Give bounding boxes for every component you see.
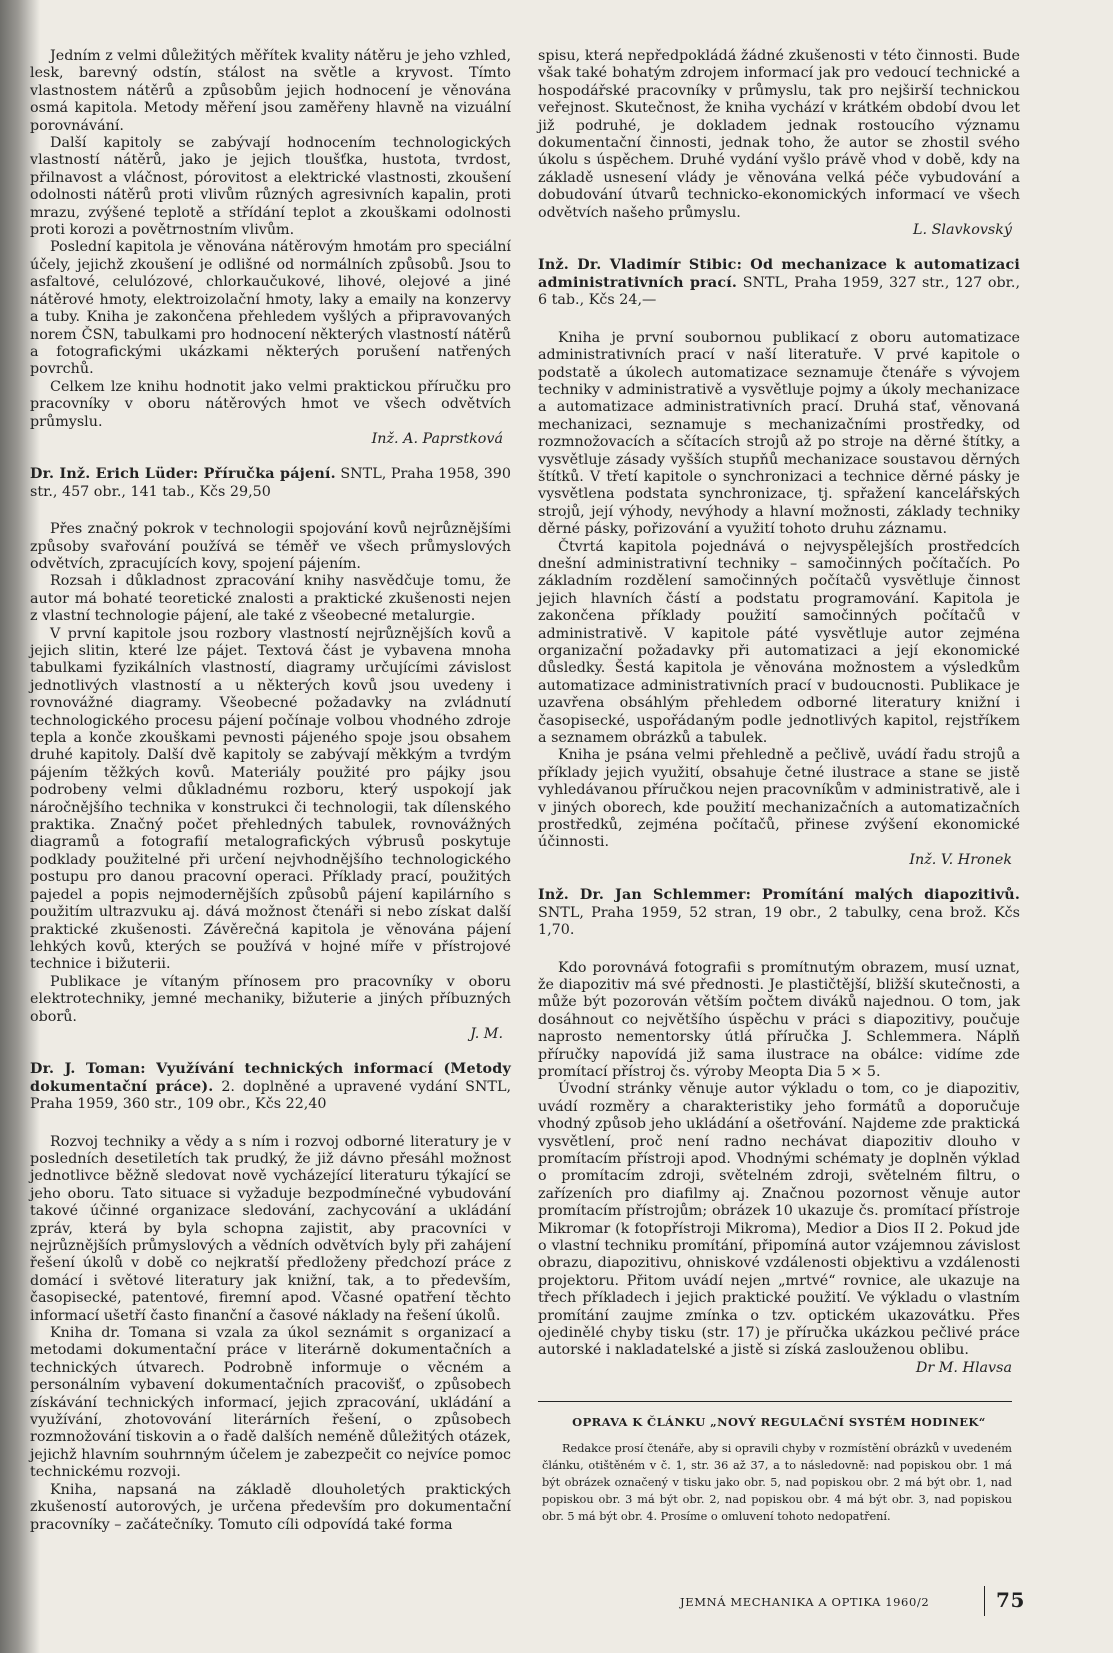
paragraph: Kniha, napsaná na základě dlouholetých praktických zkušeností autorových, je určena především pro dokumentační pracovníky – začátečníky. Tomuto cíli odpovídá také forma — [30, 1481, 511, 1533]
book-reference — [30, 466, 511, 501]
paragraph: spisu, která nepředpokládá žádné zkušenosti v této činnosti. Bude však také bohatým zdrojem informací jak pro vedoucí technické a hospodářské pracovníky v průmyslu, tak pro nejširší technickou veřejnost. Skutečnost, že kniha vychází v krátkém období dvou let již podruhé, je dokladem jednak rostoucího významu dokumentační činnosti, jednak toho, že autor se zhostil svého úkolu s úspěchem. Druhé vydání vyšlo právě vhod v době, kdy na základě usnesení vlády je věnována velká péče vybudování a dobudování útvarů technicko-ekonomických informací ve všech odvětvích našeho průmyslu. — [538, 48, 1020, 221]
reviewer-signature: Inž. V. Hronek — [909, 851, 1012, 868]
paragraph: Celkem lze knihu hodnotit jako velmi praktickou příručku pro pracovníky v oboru nátěrových hmot ve všech odvětvích průmyslu. — [30, 378, 511, 430]
paragraph: Rozsah i důkladnost zpracování knihy nasvědčuje tomu, že autor má bohaté teoretické znalosti a praktické zkušenosti nejen z vlastní technologie pájení, ale také z všeobecné metalurgie. — [30, 573, 511, 625]
paragraph: Publikace je vítaným přínosem pro pracovníky v oboru elektrotechniky, jemné mechaniky, bižuterie a jiných příbuzných oborů. — [30, 973, 511, 1025]
paragraph: Úvodní stránky věnuje autor výkladu o tom, co je diapozitiv, uvádí rozměry a charakteristiky jeho formátů a doporučuje vhodný způsob jeho ukládání a ošetřování. Najdeme zde praktická vysvětlení, proč není radno nechávat diapozitiv dlouho v promítacím přístroji apod. Vhodnými schématy je doplněn výklad o promítacím zdroji, světelném zdroji, světelném filtru, o zařízeních pro diafilmy aj. Značnou pozornost věnuje autor promítacím přístrojům; obrázek 10 ukazuje čs. promítací přístroje Mikromar (k fotopřístroji Mikroma), Medior a Dios II 2. Pokud jde o vlastní techniku promítání, připomíná autor vzájemnou závislost obrazu, diapozitivu, ohniskové vzdálenosti objektivu a vzdálenosti projektoru. Přitom uvádí nejen „mrtvé“ rovnice, ale ukazuje na třech příkladech i jejich praktické použití. Ve výkladu o vlastním promítání zaujme zmínka o tzv. optickém ukazovátku. Přes ojedinělé chyby tisku (str. 17) je příručka ukázkou pečlivé práce autorské i nakladatelské a jistě si získá zaslouženou oblibu. — [538, 1081, 1020, 1359]
reviewer-signature: L. Slavkovský — [913, 222, 1012, 239]
paragraph: Kniha dr. Tomana si vzala za úkol seznámit s organizací a metodami dokumentační práce v literárně dokumentačních a technických útvarech. Podrobně informuje o věcném a personálním vybavení dokumentačních pracovišť, o způsobech získávání technických informací, jejich zpracování, ukládání a využívání, zhotovování literárních řešení, o způsobech rozmnožování tiskovin a o řadě dalších neméně důležitých otázek, jejichž hlavním souhrnným účelem je zabezpečit co nejvíce pomoc technickému rozvoji. — [30, 1325, 511, 1481]
page-number: 75 — [996, 1588, 1026, 1612]
section-divider — [538, 1401, 1012, 1402]
book-reference-title: Dr. J. Toman: Využívání technických informací (Metody dokumentační práce). — [30, 1061, 511, 1095]
paragraph: Kdo porovnává fotografii s promítnutým obrazem, musí uznat, že diapozitiv má své přednosti. Je plastičtější, bližší skutečnosti, a může být pozorován větším počtem diváků najednou. O tom, jak dosáhnout co největšího úspěchu v práci s diapozitivy, poučuje naprosto nementorsky útlá příručka J. Schlemmera. Náplň příručky napovídá již sama ilustrace na obálce: vidíme zde promítací přístroj čs. výroby Meopta Dia 5 × 5. — [538, 959, 1020, 1080]
reviewer-signature: J. M. — [470, 1025, 503, 1042]
correction-notice-title: OPRAVA K ČLÁNKU „NOVÝ REGULAČNÍ SYSTÉM HODINEK“ — [572, 1415, 986, 1430]
book-reference — [538, 257, 1020, 309]
left-column — [30, 48, 511, 1534]
paragraph: Rozvoj techniky a vědy a s ním i rozvoj odborné literatury je v posledních desetiletích tak prudký, že již dávno přesáhl možnost jednotlivce běžně sledovat nově vycházející literaturu týkající se jeho oboru. Tato situace si vyžaduje bezpodmínečné vybudování takové účinné organizace sledování, zachycování a ukládání zpráv, která by byla schopna zajistit, aby pracovníci v nejrůznějších průmyslových a vědních odvětvích byly při zahájení řešení úkolů v době co nejkratší předloženy předchozí práce z domácí i světové literatury jak knižní, tak, a to především, časopisecké, patentové, firemní apod. Včasné opatření těchto informací ušetří často finanční a časové náklady na řešení úkolů. — [30, 1133, 511, 1324]
paragraph: Poslední kapitola je věnována nátěrovým hmotám pro speciální účely, jejichž zkoušení je odlišné od normálních způsobů. Jsou to asfaltové, celulózové, chlorkaučukové, lihové, olejové a jiné nátěrové hmoty, elektroizolační hmoty, laky a emaily na konzervy a tuby. Kniha je zakončena přehledem vyšlých a připravovaných norem ČSN, tabulkami pro hodnocení některých vlastností nátěrů a fotografickými ukázkami některých porušení natřených povrchů. — [30, 239, 511, 378]
journal-name: JEMNÁ MECHANIKA A OPTIKA 1960/2 — [680, 1595, 930, 1609]
paragraph: Další kapitoly se zabývají hodnocením technologických vlastností nátěrů, jako je jejich tloušťka, hustota, tvrdost, přilnavost a vláčnost, pórovitost a elektrické vlastnosti, zkoušení odolnosti nátěrů proti vlivům různých agresivních kapalin, proti mrazu, zvýšené teplotě a střídání teplot a zkouškami odolnosti proti korozi a povětrnostním vlivům. — [30, 135, 511, 239]
paragraph: Přes značný pokrok v technologii spojování kovů nejrůznějšími způsoby svařování používá se téměř ve všech průmyslových odvětvích, zpracujících kovy, spojení pájením. — [30, 521, 511, 572]
book-reference-details: SNTL, Praha 1959, 52 stran, 19 obr., 2 tabulky, cena brož. Kčs 1,70. — [538, 904, 1020, 939]
paragraph: Jedním z velmi důležitých měřítek kvality nátěru je jeho vzhled, lesk, barevný odstín, stálost na světle a kryvost. Tímto vlastnostem nátěrů a způsobům jejich hodnocení je věnována osmá kapitola. Metody měření jsou zaměřeny hlavně na vizuální porovnávání. — [30, 48, 511, 134]
book-reference-title: Inž. Dr. Vladimír Stibic: Od mechanizace k automatizaci administrativních prací. — [538, 257, 1020, 291]
book-reference-details: SNTL, Praha 1958, 390 str., 457 obr., 141 tab., Kčs 29,50 — [30, 466, 511, 500]
book-reference-details: SNTL, Praha 1959, 327 str., 127 obr., 6 tab., Kčs 24,— — [538, 274, 1020, 309]
correction-notice-body: Redakce prosí čtenáře, aby si opravili chyby v rozmístění obrázků v uvedeném článku, otištěném v č. 1, str. 36 až 37, a to následovně: nad popiskou obr. 1 má být obrázek označený v tisku jako obr. 5, nad popiskou obr. 2 má být obr. 1, nad popiskou obr. 3 má být obr. 2, nad popiskou obr. 4 má být obr. 3, nad popiskou obr. 5 má být obr. 4. Prosíme o omluvení tohoto nedopatření. — [542, 1441, 1012, 1524]
book-reference-details: 2. doplněné a upravené vydání SNTL, Praha 1959, 360 str., 109 obr., Kčs 22,40 — [30, 1078, 511, 1113]
paragraph: V první kapitole jsou rozbory vlastností nejrůznějších kovů a jejich slitin, které lze pájet. Textová část je vybavena mnoha tabulkami fyzikálních vlastností, diagramy určujícími závislost jednotlivých vlastností a u některých kovů jsou uvedeny i rovnovážné diagramy. Všeobecné požadavky na zvládnutí technologického procesu pájení počínaje volbou vhodného zdroje tepla a konče zkouškami pevnosti pájeného spoje jsou obsahem druhé kapitoly. Další dvě kapitoly se zabývají měkkým a tvrdým pájením těžkých kovů. Materiály použité pro pájky jsou podrobeny velmi důkladnému rozboru, který uspokojí jak náročnějšího technika v konstrukci či technologii, tak dílenského praktika. Značný počet přehledných tabulek, rovnovážných diagramů a fotografií metalografických výbrusů poskytuje podklady použitelné při určení nejvhodnějšího technologického postupu pro danou pracovní operaci. Příklady prací, použitých pajedel a popis nejmodernějších způsobů pájení kapilárního s použitím ultrazvuku aj. dává možnost čtenáři si nebo získat další praktické zkušenosti. Závěrečná kapitola je věnována pájení lehkých kovů, kterých se používá v hojné míře v přístrojové technice i bižuterii. — [30, 625, 511, 973]
reviewer-signature: Inž. A. Paprstková — [371, 430, 503, 447]
book-reference-title: Inž. Dr. Jan Schlemmer: Promítání malých diapozitivů. — [538, 887, 1020, 904]
book-reference — [538, 887, 1020, 939]
book-reference — [30, 1061, 511, 1113]
reviewer-signature: Dr M. Hlavsa — [915, 1359, 1012, 1376]
paragraph: Čtvrtá kapitola pojednává o nejvyspělejších prostředcích dnešní administrativní techniky – samočinných počítačích. Po základním rozdělení samočinných počítačů vysvětluje činnost jejich hlavních částí a podstatu programování. Kapitola je zakončena příklady použití samočinných počítačů v administrativě. V kapitole páté vysvětluje autor zejména organizační požadavky při automatizaci a její ekonomické důsledky. Šestá kapitola je věnována možnostem a výsledkům automatizace administrativních prací v budoucnosti. Publikace je uzavřena obsáhlým přehledem odborné literatury knižní i časopisecké, uspořádaným podle jednotlivých kapitol, rejstříkem a seznamem obrázků a tabulek. — [538, 538, 1020, 747]
right-column — [538, 48, 1020, 1526]
book-reference-title: Dr. Inž. Erich Lüder: Příručka pájení. — [30, 466, 336, 483]
page-footer — [680, 1586, 1026, 1616]
paragraph: Kniha je psána velmi přehledně a pečlivě, uvádí řadu strojů a příklady jejich využití, obsahuje četné ilustrace a stane se jistě vyhledávanou příručkou nejen pracovníkům v administrativě, ale i v jiných oborech, kde použití mechanizačních a automatizačních prostředků, zejména počítačů, přinese zvýšení ekonomické účinnosti. — [538, 747, 1020, 851]
footer-separator — [984, 1586, 985, 1616]
paragraph: Kniha je první soubornou publikací z oboru automatizace administrativních prací v naší literatuře. V prvé kapitole o podstatě a úkolech automatizace seznamuje čtenáře s vývojem techniky v administrativě a vysvětluje pojmy a úkoly mechanizace a automatizace administrativních prací. Druhá stať, věnovaná mechanizaci, seznamuje s mechanizačními prostředky, od rozmnožovacích a sčítacích strojů až po stroje na děrné štítky, a vysvětluje zásady vyšších stupňů mechanizace soustavou děrných štítků. V třetí kapitole o synchronizaci a technice děrné pásky je vysvětlena podstata synchronizace, tj. spřažení kancelářských strojů, její výhody, nevýhody a hlavní možnosti, základy techniky děrné pásky, pořizování a využití tohoto druhu záznamu. — [538, 329, 1020, 538]
